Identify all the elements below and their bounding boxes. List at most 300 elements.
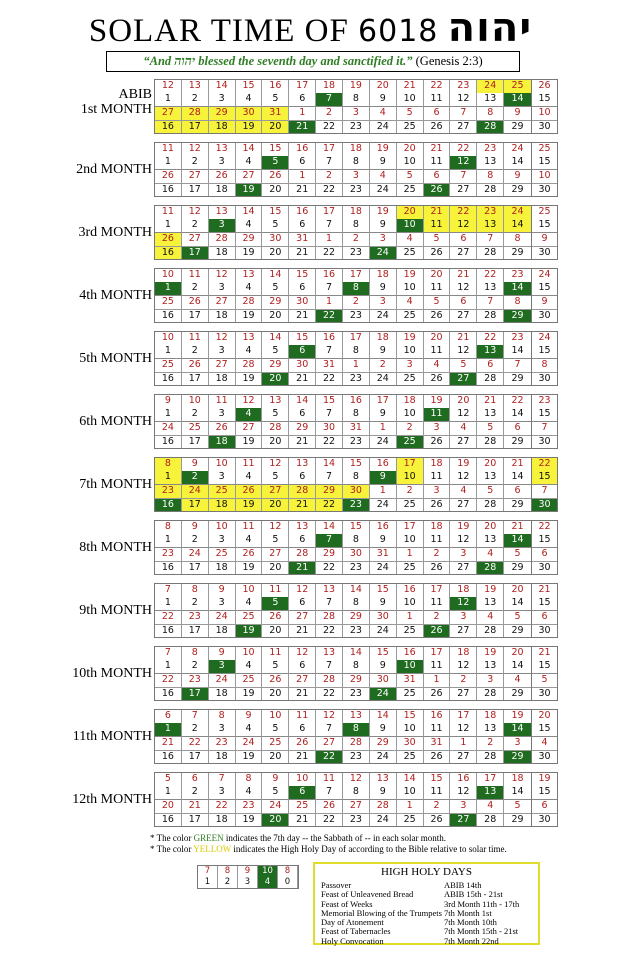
day-cell: 4 — [514, 673, 521, 685]
day-cell: 18 — [209, 624, 236, 637]
day-cell: 26 — [289, 737, 316, 750]
day-cell: 21 — [289, 372, 316, 385]
day-cell: 12 — [182, 143, 209, 156]
day-cell: 17 — [450, 710, 477, 723]
day-cell: 6 — [514, 421, 521, 433]
day-cell: 7 — [316, 408, 343, 421]
day-cell: 7 — [316, 345, 343, 358]
day-cell: 22 — [316, 372, 343, 385]
day-cell: 17 — [182, 687, 209, 700]
day-cell: 8 — [182, 584, 209, 597]
day-cell: 29 — [504, 813, 531, 826]
day-cell: 13 — [477, 723, 504, 736]
day-cell: 8 — [343, 786, 370, 799]
month-block — [0, 772, 621, 827]
day-cell: 10 — [236, 647, 263, 660]
day-cell: 30 — [370, 611, 397, 624]
day-cell: 6 — [424, 107, 451, 120]
day-cell: 23 — [343, 813, 370, 826]
day-cell: 30 — [532, 498, 557, 511]
day-cell: 1 — [155, 282, 182, 295]
day-cell: 11 — [182, 269, 209, 282]
day-cell: 1 — [155, 219, 182, 232]
day-cell: 25 — [397, 183, 424, 196]
day-cell: 24 — [511, 143, 524, 154]
day-cell: 25 — [209, 485, 236, 498]
day-cell: 27 — [262, 548, 289, 561]
day-cell: 27 — [236, 170, 263, 183]
day-cell: 8 — [477, 170, 504, 183]
day-cell: 3 — [477, 674, 504, 687]
day-cell: 23 — [343, 750, 370, 763]
day-cell: 9 — [182, 458, 209, 471]
day-cell: 19 — [236, 120, 263, 133]
month-grid-last-column — [532, 709, 558, 764]
day-cell: 25 — [397, 750, 424, 763]
day-cell: 22 — [450, 143, 477, 156]
month-block — [0, 79, 621, 134]
day-cell: 18 — [370, 332, 397, 345]
month-label-line: 6th MONTH — [79, 414, 152, 429]
day-cell: 21 — [289, 687, 316, 700]
day-cell: 13 — [477, 471, 504, 484]
day-cell: 30 — [532, 309, 557, 322]
day-cell: 27 — [316, 737, 343, 750]
month-label-line: 8th MONTH — [79, 540, 152, 555]
day-cell: 16 — [370, 458, 397, 471]
day-cell: 11 — [424, 660, 451, 673]
day-cell: 18 — [343, 143, 370, 156]
day-cell: 6 — [289, 786, 316, 799]
day-cell: 6 — [450, 296, 477, 309]
day-cell: 27 — [450, 813, 477, 826]
day-cell: 18 — [424, 521, 451, 534]
day-cell: 7 — [155, 647, 182, 660]
day-cell: 2 — [424, 548, 451, 561]
day-cell: 10 — [397, 282, 424, 295]
day-cell: 28 — [477, 813, 504, 826]
day-cell: 13 — [477, 219, 504, 232]
day-cell: 9 — [370, 723, 397, 736]
day-cell: 17 — [182, 750, 209, 763]
day-cell: 20 — [397, 206, 424, 219]
month-grid-last-column — [532, 457, 558, 512]
day-cell: 5 — [477, 485, 504, 498]
day-cell: 28 — [262, 422, 289, 435]
mini-cell: 8 — [278, 866, 298, 877]
day-cell: 15 — [532, 660, 557, 673]
holy-day-name: Memorial Blowing of the Trumpets — [321, 907, 442, 918]
day-cell: 25 — [289, 800, 316, 813]
day-cell: 4 — [236, 660, 263, 673]
holy-day-name: Feast of Tabernacles — [321, 926, 391, 937]
day-cell: 27 — [289, 674, 316, 687]
day-cell: 24 — [209, 611, 236, 624]
day-cell: 24 — [370, 750, 397, 763]
title-text: SOLAR TIME OF — [88, 13, 349, 49]
day-cell: 10 — [397, 597, 424, 610]
day-cell: 8 — [343, 345, 370, 358]
day-cell: 8 — [343, 660, 370, 673]
day-cell: 7 — [316, 282, 343, 295]
day-cell: 23 — [343, 687, 370, 700]
day-cell: 13 — [477, 597, 504, 610]
month-label — [0, 414, 152, 429]
day-cell: 17 — [397, 521, 424, 534]
day-cell: 30 — [397, 737, 424, 750]
day-cell: 22 — [538, 521, 551, 532]
day-cell: 30 — [532, 435, 557, 448]
day-cell: 17 — [182, 813, 209, 826]
day-cell: 29 — [504, 372, 531, 385]
day-cell: 2 — [343, 233, 370, 246]
day-cell: 4 — [236, 471, 263, 484]
day-cell: 28 — [477, 435, 504, 448]
day-cell: 3 — [514, 736, 521, 748]
day-cell: 4 — [397, 233, 424, 246]
day-cell: 15 — [397, 710, 424, 723]
day-cell: 6 — [182, 773, 209, 786]
day-cell: 27 — [450, 498, 477, 511]
day-cell: 26 — [424, 183, 451, 196]
day-cell: 16 — [262, 80, 289, 93]
day-cell: 11 — [424, 156, 451, 169]
day-cell: 4 — [370, 107, 397, 120]
day-cell: 9 — [541, 295, 548, 307]
day-cell: 30 — [532, 561, 557, 574]
day-cell: 29 — [209, 107, 236, 120]
day-cell: 23 — [182, 674, 209, 687]
day-cell: 14 — [504, 282, 531, 295]
day-cell: 13 — [477, 345, 504, 358]
day-cell: 14 — [289, 395, 316, 408]
holy-day-name: Holy Convocation — [321, 935, 384, 946]
day-cell: 22 — [316, 561, 343, 574]
day-cell: 8 — [343, 597, 370, 610]
day-cell: 16 — [155, 624, 182, 637]
day-cell: 1 — [424, 674, 451, 687]
day-cell: 3 — [209, 534, 236, 547]
day-cell: 19 — [397, 332, 424, 345]
day-cell: 26 — [424, 120, 451, 133]
month-grid-last-column — [532, 394, 558, 449]
day-cell: 22 — [316, 435, 343, 448]
day-cell: 8 — [343, 93, 370, 106]
day-cell: 27 — [450, 120, 477, 133]
day-cell: 3 — [209, 219, 236, 232]
day-cell: 9 — [370, 345, 397, 358]
day-cell: 21 — [289, 498, 316, 511]
day-cell: 4 — [541, 736, 548, 748]
day-cell: 19 — [236, 813, 263, 826]
day-cell: 25 — [504, 80, 531, 93]
day-cell: 5 — [262, 786, 289, 799]
day-cell: 25 — [397, 246, 424, 259]
day-cell: 25 — [397, 687, 424, 700]
day-cell: 30 — [262, 233, 289, 246]
month-grid — [154, 142, 532, 197]
day-cell: 17 — [182, 624, 209, 637]
day-cell: 3 — [209, 597, 236, 610]
day-cell: 20 — [262, 435, 289, 448]
day-cell: 5 — [262, 660, 289, 673]
day-cell: 23 — [511, 332, 524, 343]
day-cell: 24 — [370, 624, 397, 637]
day-cell: 28 — [477, 750, 504, 763]
day-cell: 18 — [209, 435, 236, 448]
day-cell: 29 — [236, 233, 263, 246]
day-cell: 28 — [477, 561, 504, 574]
day-cell: 28 — [477, 183, 504, 196]
month-grid-last-column — [532, 205, 558, 260]
day-cell: 19 — [538, 773, 551, 784]
day-cell: 6 — [289, 282, 316, 295]
day-cell: 27 — [450, 750, 477, 763]
day-cell: 7 — [514, 358, 521, 370]
day-cell: 5 — [424, 296, 451, 309]
month-grid — [154, 79, 532, 134]
holy-day-date: 3rd Month 11th - 17th — [444, 898, 520, 909]
day-cell: 10 — [397, 408, 424, 421]
day-cell: 28 — [289, 548, 316, 561]
month-label-line: 9th MONTH — [79, 603, 152, 618]
month-block — [0, 205, 621, 260]
day-cell: 13 — [477, 534, 504, 547]
day-cell: 2 — [450, 674, 477, 687]
day-cell: 5 — [514, 547, 521, 559]
day-cell: 9 — [514, 106, 521, 118]
day-cell: 14 — [504, 723, 531, 736]
day-cell: 7 — [209, 773, 236, 786]
day-cell: 19 — [236, 372, 263, 385]
verse-reference: (Genesis 2:3) — [415, 54, 483, 68]
day-cell: 18 — [209, 687, 236, 700]
day-cell: 12 — [289, 647, 316, 660]
day-cell: 5 — [262, 219, 289, 232]
day-cell: 20 — [262, 372, 289, 385]
day-cell: 27 — [450, 246, 477, 259]
day-cell: 10 — [155, 332, 182, 345]
day-cell: 6 — [289, 345, 316, 358]
day-cell: 27 — [450, 183, 477, 196]
day-cell: 13 — [209, 143, 236, 156]
day-cell: 2 — [182, 597, 209, 610]
high-holy-days-box — [313, 862, 540, 945]
day-cell: 31 — [262, 107, 289, 120]
day-cell: 26 — [424, 624, 451, 637]
day-cell: 12 — [450, 660, 477, 673]
day-cell: 20 — [155, 800, 182, 813]
day-cell: 17 — [182, 246, 209, 259]
day-cell: 14 — [209, 80, 236, 93]
day-cell: 3 — [209, 156, 236, 169]
day-cell: 15 — [262, 206, 289, 219]
day-cell: 31 — [316, 359, 343, 372]
day-cell: 2 — [182, 282, 209, 295]
day-cell: 7 — [541, 421, 548, 433]
day-cell: 3 — [370, 233, 397, 246]
day-cell: 26 — [424, 246, 451, 259]
day-cell: 17 — [182, 309, 209, 322]
day-cell: 29 — [504, 687, 531, 700]
day-cell: 12 — [316, 710, 343, 723]
day-cell: 5 — [397, 170, 424, 183]
day-cell: 30 — [532, 246, 557, 259]
day-cell: 12 — [450, 156, 477, 169]
day-cell: 2 — [477, 737, 504, 750]
day-cell: 30 — [289, 296, 316, 309]
day-cell: 5 — [262, 156, 289, 169]
day-cell: 23 — [538, 395, 551, 406]
day-cell: 14 — [504, 786, 531, 799]
day-cell: 12 — [450, 597, 477, 610]
day-cell: 7 — [316, 534, 343, 547]
day-cell: 19 — [236, 498, 263, 511]
day-cell: 23 — [343, 309, 370, 322]
day-cell: 10 — [209, 521, 236, 534]
day-cell: 18 — [316, 80, 343, 93]
day-cell: 11 — [424, 723, 451, 736]
day-cell: 21 — [289, 120, 316, 133]
day-cell: 27 — [450, 561, 477, 574]
holy-day-date: 7th Month 22nd — [444, 935, 499, 946]
day-cell: 5 — [262, 408, 289, 421]
day-cell: 30 — [289, 359, 316, 372]
day-cell: 27 — [450, 687, 477, 700]
title-year: 6018 — [358, 14, 439, 49]
holy-day-date: 7th Month 15th - 21st — [444, 926, 519, 937]
day-cell: 18 — [397, 395, 424, 408]
month-grid — [154, 394, 532, 449]
day-cell: 26 — [424, 687, 451, 700]
day-cell: 25 — [155, 296, 182, 309]
month-label-line: 12th MONTH — [72, 792, 152, 807]
day-cell: 24 — [370, 813, 397, 826]
day-cell: 18 — [209, 813, 236, 826]
month-grid — [154, 646, 532, 701]
day-cell: 3 — [209, 786, 236, 799]
day-cell: 5 — [541, 673, 548, 685]
day-cell: 16 — [155, 120, 182, 133]
holy-day-date: 7th Month 10th — [444, 917, 497, 928]
day-cell: 25 — [155, 359, 182, 372]
day-cell: 23 — [209, 737, 236, 750]
day-cell: 12 — [450, 345, 477, 358]
day-cell: 21 — [289, 561, 316, 574]
day-cell: 22 — [316, 498, 343, 511]
mini-cell: 1 — [198, 877, 218, 888]
month-block — [0, 331, 621, 386]
day-cell: 15 — [370, 584, 397, 597]
day-cell: 3 — [343, 107, 370, 120]
day-cell: 11 — [236, 521, 263, 534]
day-cell: 20 — [424, 269, 451, 282]
day-cell: 9 — [370, 282, 397, 295]
day-cell: 12 — [450, 93, 477, 106]
day-cell: 18 — [450, 584, 477, 597]
day-cell: 4 — [424, 359, 451, 372]
day-cell: 17 — [182, 498, 209, 511]
day-cell: 15 — [532, 471, 557, 484]
day-cell: 1 — [155, 597, 182, 610]
day-cell: 24 — [370, 372, 397, 385]
day-cell: 21 — [289, 750, 316, 763]
day-cell: 15 — [532, 282, 557, 295]
day-cell: 10 — [397, 786, 424, 799]
day-cell: 15 — [532, 345, 557, 358]
day-cell: 11 — [209, 395, 236, 408]
day-cell: 20 — [262, 498, 289, 511]
day-cell: 9 — [370, 534, 397, 547]
day-cell: 17 — [182, 120, 209, 133]
day-cell: 18 — [209, 372, 236, 385]
day-cell: 13 — [477, 93, 504, 106]
day-cell: 12 — [343, 773, 370, 786]
day-cell: 15 — [532, 219, 557, 232]
day-cell: 7 — [316, 471, 343, 484]
day-cell: 31 — [289, 233, 316, 246]
day-cell: 26 — [182, 359, 209, 372]
mini-cell: 9 — [238, 866, 258, 877]
day-cell: 20 — [262, 120, 289, 133]
day-cell: 20 — [262, 750, 289, 763]
day-cell: 8 — [236, 773, 263, 786]
day-cell: 13 — [343, 710, 370, 723]
day-cell: 1 — [370, 422, 397, 435]
day-cell: 3 — [450, 800, 477, 813]
day-cell: 19 — [236, 624, 263, 637]
day-cell: 4 — [397, 296, 424, 309]
day-cell: 16 — [289, 143, 316, 156]
day-cell: 8 — [514, 295, 521, 307]
day-cell: 17 — [182, 372, 209, 385]
month-label — [0, 477, 152, 492]
day-cell: 13 — [209, 206, 236, 219]
day-cell: 7 — [477, 233, 504, 246]
day-cell: 5 — [262, 723, 289, 736]
month-label — [0, 729, 152, 744]
day-cell: 11 — [424, 597, 451, 610]
day-cell: 2 — [182, 723, 209, 736]
day-cell: 22 — [316, 687, 343, 700]
day-cell: 11 — [424, 786, 451, 799]
day-cell: 22 — [477, 269, 504, 282]
day-cell: 24 — [370, 183, 397, 196]
day-cell: 5 — [262, 534, 289, 547]
day-cell: 2 — [182, 156, 209, 169]
day-cell: 26 — [182, 296, 209, 309]
day-cell: 23 — [182, 611, 209, 624]
month-label — [0, 225, 152, 240]
day-cell: 29 — [316, 485, 343, 498]
day-cell: 18 — [209, 498, 236, 511]
day-cell: 2 — [182, 660, 209, 673]
day-cell: 22 — [316, 183, 343, 196]
day-cell: 19 — [236, 183, 263, 196]
month-grid — [154, 331, 532, 386]
day-cell: 21 — [289, 624, 316, 637]
day-cell: 23 — [343, 435, 370, 448]
day-cell: 2 — [316, 170, 343, 183]
day-cell: 12 — [182, 206, 209, 219]
day-cell: 25 — [262, 737, 289, 750]
day-cell: 21 — [289, 246, 316, 259]
day-cell: 9 — [182, 521, 209, 534]
day-cell: 6 — [289, 534, 316, 547]
day-cell: 19 — [397, 269, 424, 282]
month-label-line: 5th MONTH — [79, 351, 152, 366]
day-cell: 29 — [343, 611, 370, 624]
